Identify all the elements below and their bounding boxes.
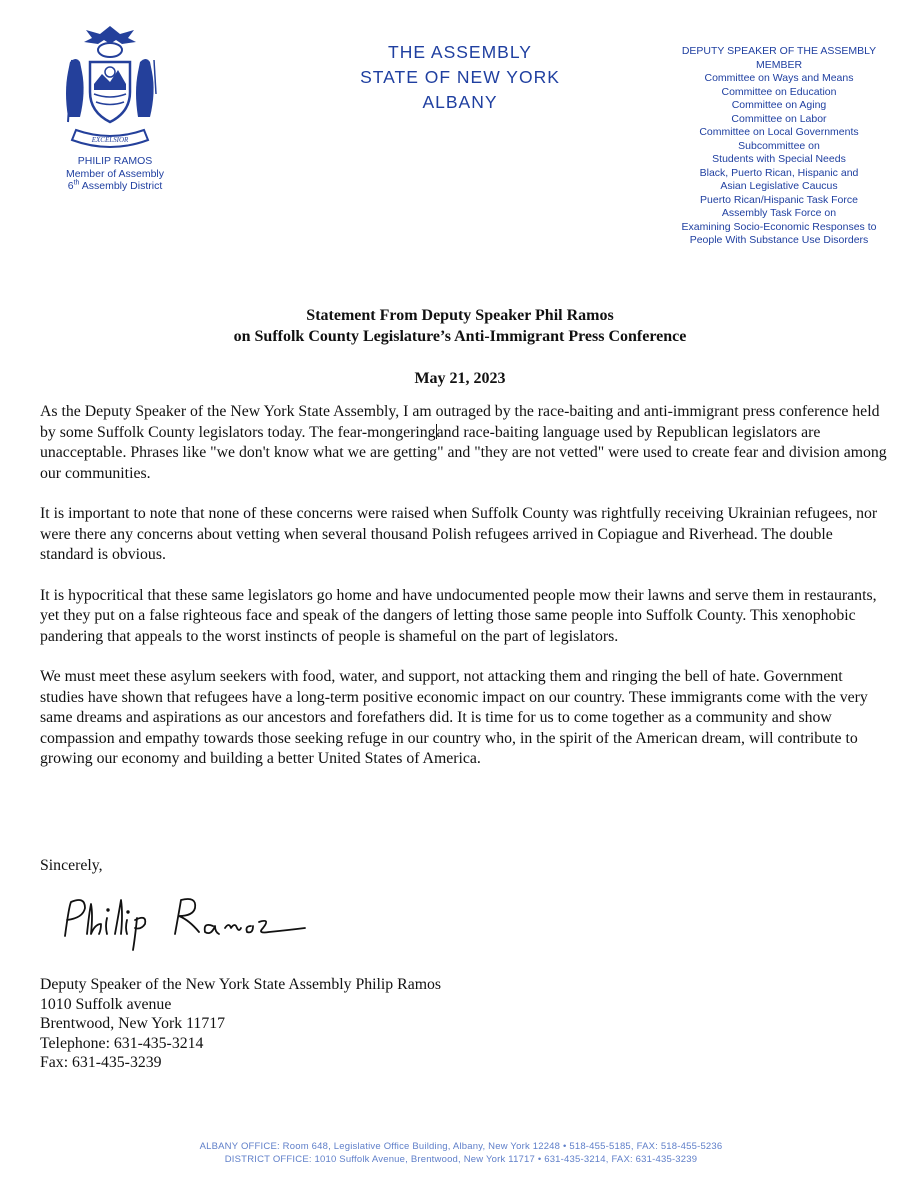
new-york-state-seal-icon [50, 22, 170, 152]
statement-title-line-1: Statement From Deputy Speaker Phil Ramos [306, 307, 614, 324]
org-line-1: THE ASSEMBLY [388, 42, 532, 62]
committee-item: Students with Special Needs [712, 153, 846, 165]
committee-item: Asian Legislative Caucus [720, 180, 838, 192]
member-block [30, 155, 200, 193]
statement-title [40, 305, 880, 347]
closing: Sincerely, [40, 857, 103, 874]
signer-address-2: Brentwood, New York 11717 [40, 1015, 226, 1032]
committee-item: DEPUTY SPEAKER OF THE ASSEMBLY [681, 45, 877, 57]
committee-item: Committee on Education [721, 85, 837, 98]
org-line-3: ALBANY [422, 92, 498, 112]
paragraph-4: We must meet these asylum seekers with food, water, and support, not attacking them and ringing the bell of hate. Government studies have shown that refugees have a long-term positive economic impact on our country. These immigrants come with the very same dreams and aspirations as our ancestors and forefathers did. It is time for us to come together as a community and show compassion and empathy towards those seeking refuge in our country who, in the spirit of the American dream, will contribute to growing our economy and building a better United States of America. [40, 668, 868, 767]
paragraph-1: As the Deputy Speaker of the New York State Assembly, I am outraged by the race-baiting and anti-immigrant press conference held by some Suffolk County legislators today. The fear-mongeringand race-baiting language used by Republican legislators are unacceptable. Phrases like "we don't know what we are getting" and "they are not vetted" were used to create fear and division among our communities. [40, 403, 887, 482]
signer-title: Deputy Speaker of the New York State Assembly Philip Ramos [40, 976, 442, 993]
paragraph-2: It is important to note that none of these concerns were raised when Suffolk County was rightfully receiving Ukrainian refugees, nor were there any concerns about vetting when several thousand Polish refugees arrived in Copiague and Riverhead. The double standard is obvious. [40, 505, 878, 563]
member-district: 6th Assembly District [67, 179, 163, 192]
committee-item: People With Substance Use Disorders [689, 234, 869, 246]
committee-item: Committee on Local Governments [699, 126, 859, 138]
signer-telephone: Telephone: 631-435-3214 [40, 1034, 204, 1052]
committee-list [660, 45, 898, 248]
member-role: Member of Assembly [65, 167, 165, 180]
committee-item: Black, Puerto Rican, Hispanic and [699, 166, 859, 179]
seal-motto: EXCELSIOR [91, 136, 129, 144]
member-name: PHILIP RAMOS [77, 155, 153, 167]
committee-item: Committee on Aging [731, 99, 827, 111]
assembly-header [300, 40, 620, 115]
footer-albany-office: ALBANY OFFICE: Room 648, Legislative Office Building, Albany, New York 12248 • 518-455-5185, FAX: 518-455-5236 [199, 1141, 723, 1152]
signer-address-1: 1010 Suffolk avenue [40, 995, 172, 1013]
committee-item: Examining Socio-Economic Responses to [681, 220, 877, 233]
statement-title-line-2: on Suffolk County Legislature’s Anti-Immigrant Press Conference [233, 328, 687, 345]
handwritten-signature [55, 888, 315, 958]
committee-item: MEMBER [755, 58, 803, 71]
committee-item: Committee on Labor [731, 112, 827, 125]
signer-block [40, 975, 441, 1073]
committee-item: Subcommittee on [738, 139, 820, 152]
committee-item: Assembly Task Force on [721, 207, 837, 219]
paragraph-3: It is hypocritical that these same legislators go home and have undocumented people mow their lawns and serve them in restaurants, yet they put on a false righteous face and speak of the dangers of letting those same people into Suffolk County. This xenophobic pandering that appeals to the worst instincts of people is shameful on the part of legislators. [40, 586, 877, 645]
org-line-2: STATE OF NEW YORK [360, 67, 560, 87]
footer-district-office: DISTRICT OFFICE: 1010 Suffolk Avenue, Brentwood, New York 11717 • 631-435-3214, FAX: 631-435-3239 [224, 1153, 698, 1165]
statement-date: May 21, 2023 [414, 370, 506, 387]
footer [120, 1141, 802, 1166]
committee-item: Committee on Ways and Means [704, 72, 854, 84]
committee-item: Puerto Rican/Hispanic Task Force [700, 193, 858, 206]
statement-body [40, 402, 888, 790]
signer-fax: Fax: 631-435-3239 [40, 1054, 162, 1071]
